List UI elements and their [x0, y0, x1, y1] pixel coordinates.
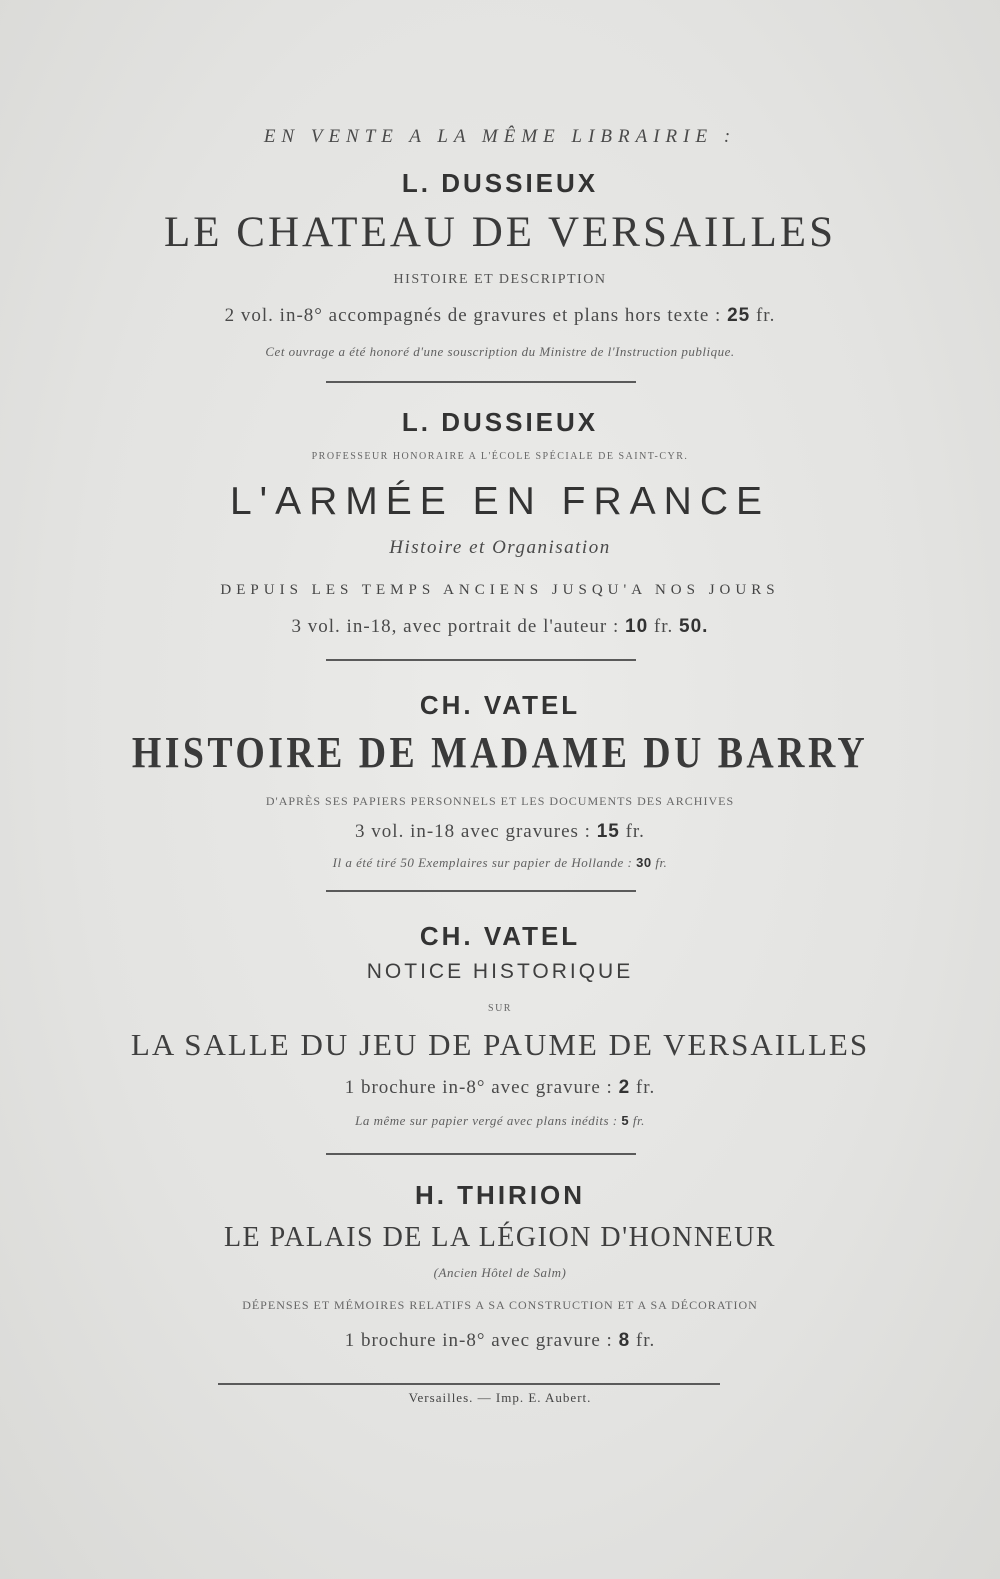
book1-price-value: 25 — [727, 305, 751, 326]
book3-note-unit: fr. — [655, 855, 668, 870]
book3-author: CH. VATEL — [419, 690, 581, 720]
intro-heading: EN VENTE A LA MÊME LIBRAIRIE : — [263, 126, 737, 147]
book5-price-value: 8 — [618, 1330, 631, 1351]
book4-note — [0, 1113, 1000, 1129]
book1-subtitle: HISTOIRE ET DESCRIPTION — [393, 272, 607, 287]
book4-sur: SUR — [488, 1003, 512, 1014]
book1-note: Cet ouvrage a été honoré d'une souscription du Ministre de l'Instruction publique. — [265, 344, 735, 359]
divider-2 — [326, 659, 636, 661]
book4-author: CH. VATEL — [419, 921, 581, 951]
book5-title: LE PALAIS DE LA LÉGION D'HONNEUR — [223, 1222, 777, 1253]
book4-price — [0, 1077, 1000, 1099]
book3-price — [0, 821, 1000, 843]
book2-price-cents: 50. — [679, 616, 709, 637]
footer-rule — [218, 1383, 720, 1385]
book2-price — [0, 616, 1000, 638]
book4-price-text: 1 brochure in-8° avec gravure : — [344, 1077, 613, 1098]
book1-title: LE CHATEAU DE VERSAILLES — [164, 209, 836, 256]
divider-3 — [326, 890, 636, 892]
book3-price-text: 3 vol. in-18 avec gravures : — [355, 821, 591, 842]
divider-1 — [326, 381, 636, 383]
book5-price-unit: fr. — [635, 1330, 656, 1351]
book5-author: H. THIRION — [414, 1180, 586, 1210]
book2-price-unit: fr. — [653, 616, 674, 637]
book2-author-role: PROFESSEUR HONORAIRE A L'ÉCOLE SPÉCIALE DE SAINT-CYR. — [311, 451, 689, 462]
book4-price-unit: fr. — [635, 1077, 656, 1098]
book3-price-unit: fr. — [625, 821, 645, 842]
book4-note-unit: fr. — [632, 1113, 645, 1128]
book2-author: L. DUSSIEUX — [401, 407, 599, 437]
book3-title: HISTOIRE DE MADAME DU BARRY — [131, 728, 869, 777]
book3-note — [0, 855, 1000, 871]
book2-period: DEPUIS LES TEMPS ANCIENS JUSQU'A NOS JOURS — [220, 582, 780, 598]
book3-subtitle: D'APRÈS SES PAPIERS PERSONNELS ET LES DOCUMENTS DES ARCHIVES — [265, 794, 735, 808]
book1-price-text: 2 vol. in-8° accompagnés de gravures et plans hors texte : — [224, 305, 722, 326]
book5-description: DÉPENSES ET MÉMOIRES RELATIFS A SA CONSTRUCTION ET A SA DÉCORATION — [242, 1298, 758, 1312]
book5-subtitle: (Ancien Hôtel de Salm) — [433, 1265, 567, 1280]
book5-price-text: 1 brochure in-8° avec gravure : — [344, 1330, 613, 1351]
book3-note-value: 30 — [636, 855, 652, 870]
book2-price-value: 10 — [625, 616, 649, 637]
book3-price-value: 15 — [596, 821, 620, 842]
book4-notice: NOTICE HISTORIQUE — [366, 960, 634, 983]
book4-note-text: La même sur papier vergé avec plans inédits : — [355, 1113, 618, 1128]
book2-title: L'ARMÉE EN FRANCE — [229, 480, 770, 523]
book4-price-value: 2 — [618, 1077, 631, 1098]
book5-price — [0, 1330, 1000, 1352]
imprint: Versailles. — Imp. E. Aubert. — [408, 1390, 592, 1405]
book2-subtitle: Histoire et Organisation — [389, 537, 611, 558]
book4-title: LA SALLE DU JEU DE PAUME DE VERSAILLES — [130, 1027, 870, 1062]
book1-price-unit: fr. — [755, 305, 776, 326]
book4-note-value: 5 — [621, 1113, 630, 1128]
divider-4 — [326, 1153, 636, 1155]
book1-price — [0, 305, 1000, 327]
book3-note-text: Il a été tiré 50 Exemplaires sur papier de Hollande : — [332, 855, 633, 870]
book1-author: L. DUSSIEUX — [401, 168, 599, 198]
book2-price-text: 3 vol. in-18, avec portrait de l'auteur : — [291, 616, 620, 637]
